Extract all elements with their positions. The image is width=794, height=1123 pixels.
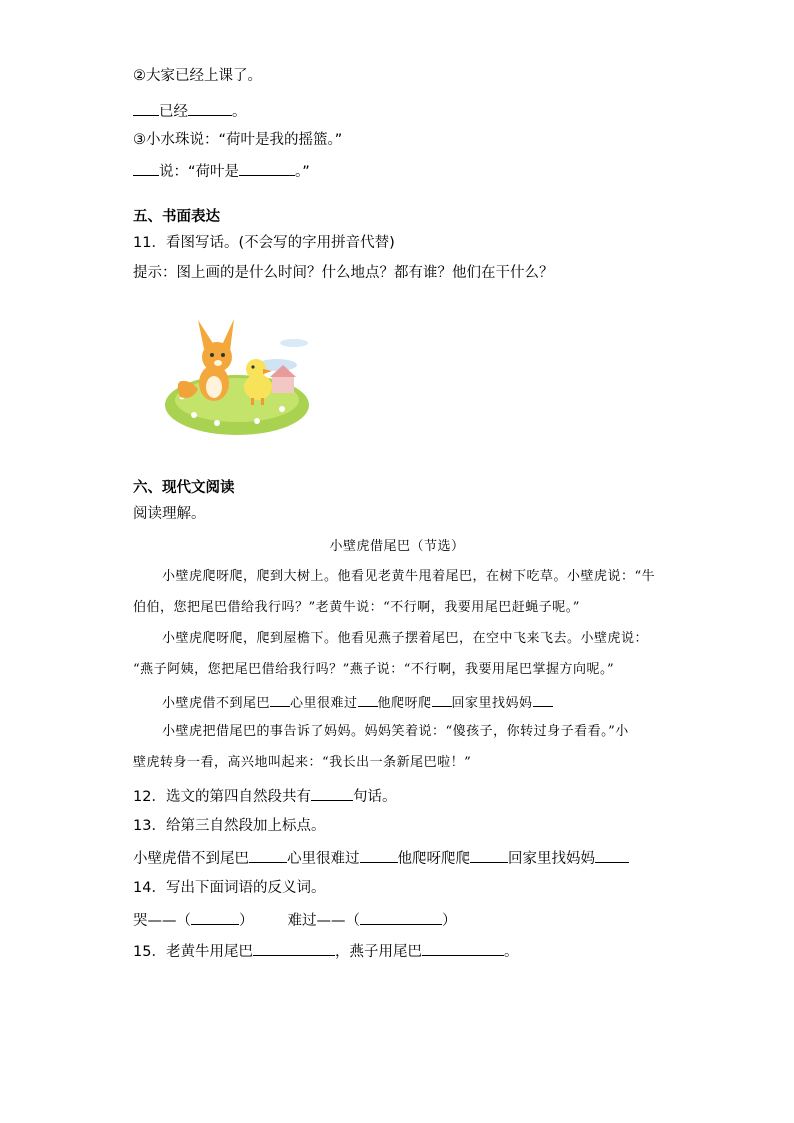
question-14-answer-line: 哭——（ ） 难过——（ ） <box>133 909 457 931</box>
q2-sentence: ②大家已经上课了。 <box>133 68 262 84</box>
fox-and-duckling-illustration <box>162 305 312 440</box>
question-11-hint: 提示：图上画的是什么时间？什么地点？都有谁？他们在干什么？ <box>133 265 554 281</box>
answer-blank[interactable] <box>311 785 353 801</box>
answer-blank[interactable] <box>360 909 442 925</box>
answer-blank[interactable] <box>188 100 232 116</box>
q3-sentence: ③小水珠说：“荷叶是我的摇篮。” <box>133 132 343 148</box>
passage-p4-line2: 壁虎转身一看，高兴地叫起来：“我长出一条新尾巴啦！” <box>133 755 472 770</box>
punctuation-blank <box>358 691 378 707</box>
answer-blank[interactable] <box>470 847 508 863</box>
answer-blank[interactable] <box>253 940 335 956</box>
answer-blank[interactable] <box>360 847 398 863</box>
q2-answer-frame: 已经 。 <box>133 100 247 122</box>
section-heading-5: 五、书面表达 <box>133 209 220 225</box>
question-13-answer-line: 小壁虎借不到尾巴 心里很难过 他爬呀爬爬 回家里找妈妈 <box>133 847 629 869</box>
answer-blank[interactable] <box>239 160 295 176</box>
question-11: 11．看图写话。(不会写的字用拼音代替) <box>133 235 395 251</box>
answer-blank[interactable] <box>191 909 239 925</box>
answer-blank[interactable] <box>249 847 287 863</box>
passage-p1-line1: 小壁虎爬呀爬，爬到大树上。他看见老黄牛甩着尾巴，在树下吃草。小壁虎说：“牛 <box>162 569 656 584</box>
q3-answer-frame: 说：“荷叶是 。” <box>133 160 310 182</box>
passage-p2-line2: “燕子阿姨，您把尾巴借给我行吗？”燕子说：“不行啊，我要用尾巴掌握方向呢。” <box>133 662 615 677</box>
question-13: 13．给第三自然段加上标点。 <box>133 818 326 834</box>
passage-p4-line1: 小壁虎把借尾巴的事告诉了妈妈。妈妈笑着说：“傻孩子，你转过身子看看。”小 <box>162 724 629 739</box>
passage-title: 小壁虎借尾巴（节选） <box>329 539 465 554</box>
answer-blank[interactable] <box>422 940 504 956</box>
answer-blank[interactable] <box>595 847 629 863</box>
section-heading-6: 六、现代文阅读 <box>133 480 235 496</box>
question-12: 12．选文的第四自然段共有 句话。 <box>133 785 396 807</box>
answer-blank[interactable] <box>133 100 159 116</box>
passage-p1-line2: 伯伯，您把尾巴借给我行吗？”老黄牛说：“不行啊，我要用尾巴赶蝇子呢。” <box>133 600 580 615</box>
question-15: 15．老黄牛用尾巴 ，燕子用尾巴 。 <box>133 940 518 962</box>
punctuation-blank <box>533 691 553 707</box>
punctuation-blank <box>270 691 290 707</box>
passage-p2-line1: 小壁虎爬呀爬，爬到屋檐下。他看见燕子摆着尾巴，在空中飞来飞去。小壁虎说： <box>162 631 649 646</box>
question-14: 14．写出下面词语的反义词。 <box>133 880 326 896</box>
passage-p3: 小壁虎借不到尾巴 心里很难过 他爬呀爬 回家里找妈妈 <box>162 691 553 714</box>
reading-intro: 阅读理解。 <box>133 506 206 522</box>
answer-blank[interactable] <box>133 160 159 176</box>
punctuation-blank <box>432 691 452 707</box>
